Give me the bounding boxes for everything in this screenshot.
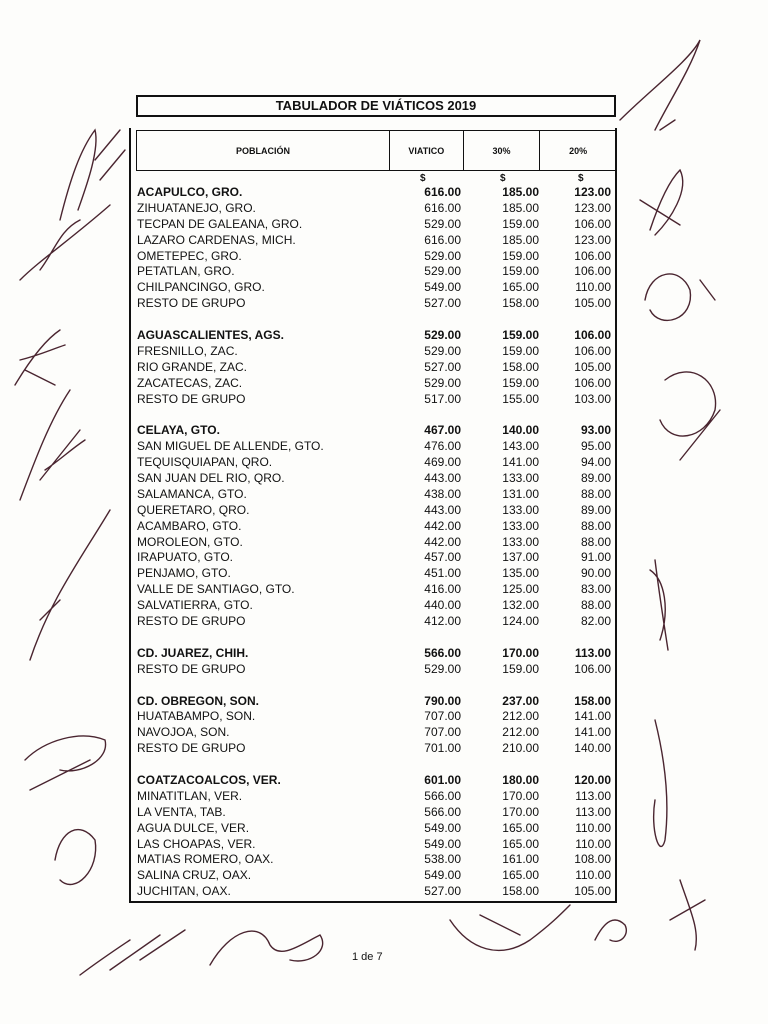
thirty-percent-value: 170.00: [502, 788, 539, 803]
thirty-percent-value: 133.00: [502, 518, 539, 533]
table-row: [133, 392, 613, 408]
thirty-percent-value: 137.00: [502, 550, 539, 565]
viatico-value: 616.00: [424, 185, 461, 199]
thirty-percent-value: 161.00: [502, 852, 539, 867]
twenty-percent-value: 95.00: [580, 439, 611, 454]
thirty-percent-value: 125.00: [502, 582, 539, 597]
table-row: [133, 789, 613, 805]
viatico-value: 529.00: [424, 264, 461, 279]
twenty-percent-value: 113.00: [574, 645, 611, 660]
thirty-percent-value: 159.00: [502, 661, 539, 676]
twenty-percent-value: 89.00: [580, 471, 611, 486]
thirty-percent-value: 133.00: [502, 471, 539, 486]
table-row: [133, 884, 613, 900]
table-row: [133, 296, 613, 312]
table-row: [133, 852, 613, 868]
city-name: SAN MIGUEL DE ALLENDE, GTO.: [137, 439, 324, 454]
city-name: AGUA DULCE, VER.: [137, 820, 250, 835]
table-row: [133, 821, 613, 837]
viatico-value: 469.00: [424, 455, 461, 470]
viatico-value: 529.00: [424, 661, 461, 676]
thirty-percent-value: 212.00: [502, 709, 539, 724]
twenty-percent-value: 89.00: [580, 502, 611, 517]
table-row: [133, 487, 613, 503]
twenty-percent-value: 108.00: [574, 852, 611, 867]
signature-right-7: [670, 880, 705, 950]
thirty-percent-value: 159.00: [502, 264, 539, 279]
viatico-value: 467.00: [424, 423, 461, 438]
table-row: [133, 725, 613, 741]
thirty-percent-value: 170.00: [502, 645, 539, 660]
twenty-percent-value: 120.00: [574, 772, 611, 787]
viatico-value: 790.00: [424, 693, 461, 708]
thirty-percent-value: 165.00: [502, 820, 539, 835]
table-row: [133, 741, 613, 757]
city-name: SALINA CRUZ, OAX.: [137, 868, 252, 883]
city-name: RESTO DE GRUPO: [137, 741, 246, 756]
signature-right-6: [654, 720, 667, 846]
table-row: [133, 455, 613, 471]
viatico-value: 457.00: [424, 550, 461, 565]
viatico-value: 443.00: [424, 471, 461, 486]
thirty-percent-value: 143.00: [502, 439, 539, 454]
twenty-percent-value: 106.00: [574, 248, 611, 263]
thirty-percent-value: 158.00: [502, 296, 539, 311]
city-name: TEQUISQUIAPAN, QRO.: [137, 455, 273, 470]
signature-right-1: [620, 40, 700, 130]
city-name: QUERETARO, QRO.: [137, 502, 250, 517]
twenty-percent-value: 106.00: [574, 375, 611, 390]
thirty-percent-value: 158.00: [502, 884, 539, 899]
thirty-percent-value: 165.00: [502, 836, 539, 851]
table-row: [133, 201, 613, 217]
viatico-value: 538.00: [424, 852, 461, 867]
viatico-value: 549.00: [424, 280, 461, 295]
table-row: [133, 535, 613, 551]
twenty-percent-value: 123.00: [574, 185, 611, 199]
table-row: [133, 566, 613, 582]
viatico-value: 549.00: [424, 820, 461, 835]
city-name: RESTO DE GRUPO: [137, 391, 246, 406]
city-name: OMETEPEC, GRO.: [137, 248, 242, 263]
city-name: ZACATECAS, ZAC.: [137, 375, 243, 390]
table-row: [133, 280, 613, 296]
table-row: [133, 344, 613, 360]
city-name: IRAPUATO, GTO.: [137, 550, 234, 565]
city-name: SALAMANCA, GTO.: [137, 486, 247, 501]
viatico-value: 529.00: [424, 216, 461, 231]
twenty-percent-value: 141.00: [574, 709, 611, 724]
city-name: LA VENTA, TAB.: [137, 804, 226, 819]
city-name: ZIHUATANEJO, GRO.: [137, 200, 256, 215]
viatico-value: 549.00: [424, 868, 461, 883]
twenty-percent-value: 110.00: [575, 868, 611, 883]
city-name: FRESNILLO, ZAC.: [137, 343, 238, 358]
city-name: HUATABAMPO, SON.: [137, 709, 256, 724]
viatico-value: 529.00: [424, 328, 461, 343]
twenty-percent-value: 106.00: [574, 328, 611, 343]
viatico-value: 517.00: [424, 391, 461, 406]
header-30-percent: 30%: [464, 131, 541, 170]
group-header-row: [133, 423, 613, 439]
group-spacer: [133, 630, 613, 646]
header-poblacion: POBLACIÓN: [137, 131, 390, 170]
thirty-percent-value: 180.00: [502, 772, 539, 787]
thirty-percent-value: 212.00: [502, 725, 539, 740]
viatico-value: 701.00: [424, 741, 461, 756]
signature-right-3: [645, 274, 715, 320]
table-row: [133, 868, 613, 884]
city-name: CD. JUAREZ, CHIH.: [137, 645, 249, 660]
twenty-percent-value: 158.00: [574, 693, 611, 708]
thirty-percent-value: 159.00: [502, 375, 539, 390]
thirty-percent-value: 159.00: [502, 343, 539, 358]
twenty-percent-value: 93.00: [580, 423, 611, 438]
group-spacer: [133, 757, 613, 773]
thirty-percent-value: 141.00: [502, 455, 539, 470]
group-header-row: [133, 773, 613, 789]
table-row: [133, 550, 613, 566]
city-name: PETATLAN, GRO.: [137, 264, 235, 279]
thirty-percent-value: 185.00: [502, 200, 539, 215]
table-row: [133, 805, 613, 821]
twenty-percent-value: 123.00: [574, 200, 611, 215]
viatico-value: 707.00: [424, 709, 461, 724]
twenty-percent-value: 106.00: [574, 343, 611, 358]
viatico-value: 451.00: [424, 566, 461, 581]
twenty-percent-value: 106.00: [574, 264, 611, 279]
document-title: TABULADOR DE VIÁTICOS 2019: [136, 95, 616, 117]
city-name: CELAYA, GTO.: [137, 423, 220, 438]
thirty-percent-value: 159.00: [502, 216, 539, 231]
viatico-value: 601.00: [424, 772, 461, 787]
thirty-percent-value: 159.00: [502, 328, 539, 343]
twenty-percent-value: 105.00: [574, 884, 611, 899]
twenty-percent-value: 91.00: [580, 550, 611, 565]
twenty-percent-value: 105.00: [574, 296, 611, 311]
twenty-percent-value: 88.00: [580, 518, 611, 533]
twenty-percent-value: 88.00: [580, 598, 611, 613]
viatico-value: 549.00: [424, 836, 461, 851]
group-header-row: [133, 646, 613, 662]
viatico-value: 443.00: [424, 502, 461, 517]
city-name: RESTO DE GRUPO: [137, 614, 246, 629]
viatico-value: 529.00: [424, 343, 461, 358]
header-viatico: VIATICO: [390, 131, 464, 170]
table-row: [133, 360, 613, 376]
twenty-percent-value: 82.00: [580, 614, 611, 629]
page-number: 1 de 7: [352, 951, 383, 963]
thirty-percent-value: 158.00: [502, 359, 539, 374]
viatico-value: 616.00: [424, 200, 461, 215]
thirty-percent-value: 165.00: [502, 280, 539, 295]
viatico-value: 566.00: [424, 645, 461, 660]
thirty-percent-value: 237.00: [502, 693, 539, 708]
city-name: SAN JUAN DEL RIO, QRO.: [137, 471, 285, 486]
signature-right-4: [660, 372, 720, 460]
thirty-percent-value: 155.00: [502, 391, 539, 406]
group-header-row: [133, 694, 613, 710]
city-name: VALLE DE SANTIAGO, GTO.: [137, 582, 295, 597]
table-row: [133, 519, 613, 535]
city-name: CD. OBREGON, SON.: [137, 693, 260, 708]
signature-bottom-4: [595, 920, 626, 941]
twenty-percent-value: 88.00: [580, 534, 611, 549]
table-header: [136, 130, 617, 171]
table-row: [133, 233, 613, 249]
city-name: MATIAS ROMERO, OAX.: [137, 852, 274, 867]
table-row: [133, 217, 613, 233]
city-name: RIO GRANDE, ZAC.: [137, 359, 248, 374]
table-row: [133, 264, 613, 280]
city-name: MINATITLAN, VER.: [137, 788, 243, 803]
table-row: [133, 709, 613, 725]
table-row: [133, 837, 613, 853]
thirty-percent-value: 132.00: [502, 598, 539, 613]
twenty-percent-value: 110.00: [575, 280, 611, 295]
city-name: JUCHITAN, OAX.: [137, 884, 231, 899]
group-spacer: [133, 312, 613, 328]
twenty-percent-value: 94.00: [580, 455, 611, 470]
viatico-value: 529.00: [424, 248, 461, 263]
viatico-value: 527.00: [424, 359, 461, 374]
city-name: RESTO DE GRUPO: [137, 296, 246, 311]
viatico-value: 442.00: [424, 518, 461, 533]
signature-left-3: [15, 330, 65, 385]
twenty-percent-value: 110.00: [575, 836, 611, 851]
city-name: MOROLEON, GTO.: [137, 534, 243, 549]
table-row: [133, 376, 613, 392]
group-spacer: [133, 678, 613, 694]
table-row: [133, 598, 613, 614]
thirty-percent-value: 133.00: [502, 502, 539, 517]
currency-symbol-20: $: [578, 173, 584, 184]
group-spacer: [133, 407, 613, 423]
signature-left-6: [25, 736, 106, 790]
city-name: TECPAN DE GALEANA, GRO.: [137, 216, 303, 231]
currency-symbol-viatico: $: [420, 173, 426, 184]
twenty-percent-value: 90.00: [580, 566, 611, 581]
city-name: ACAMBARO, GTO.: [137, 518, 242, 533]
city-name: CHILPANCINGO, GRO.: [137, 280, 265, 295]
thirty-percent-value: 159.00: [502, 248, 539, 263]
table-row: [133, 582, 613, 598]
twenty-percent-value: 113.00: [575, 804, 611, 819]
thirty-percent-value: 185.00: [502, 185, 539, 199]
twenty-percent-value: 106.00: [574, 216, 611, 231]
viatico-value: 566.00: [424, 804, 461, 819]
signature-left-5: [30, 510, 110, 660]
thirty-percent-value: 185.00: [502, 232, 539, 247]
city-name: PENJAMO, GTO.: [137, 566, 231, 581]
city-name: LAZARO CARDENAS, MICH.: [137, 232, 296, 247]
viatico-value: 442.00: [424, 534, 461, 549]
table-row: [133, 471, 613, 487]
viatico-value: 616.00: [424, 232, 461, 247]
viatico-value: 438.00: [424, 486, 461, 501]
table-row: [133, 249, 613, 265]
viatico-value: 529.00: [424, 375, 461, 390]
city-name: COATZACOALCOS, VER.: [137, 772, 281, 787]
signature-left-1: [60, 130, 125, 220]
group-header-row: [133, 185, 613, 201]
signature-left-7: [55, 830, 96, 885]
city-name: NAVOJOA, SON.: [137, 725, 230, 740]
twenty-percent-value: 113.00: [575, 788, 611, 803]
table-body: [133, 185, 613, 900]
currency-symbol-30: $: [500, 173, 506, 184]
twenty-percent-value: 140.00: [574, 741, 611, 756]
viatico-value: 476.00: [424, 439, 461, 454]
thirty-percent-value: 140.00: [502, 423, 539, 438]
thirty-percent-value: 124.00: [502, 614, 539, 629]
twenty-percent-value: 110.00: [575, 820, 611, 835]
table-row: [133, 662, 613, 678]
signature-left-4: [20, 390, 85, 500]
header-20-percent: 20%: [569, 145, 588, 156]
viatico-value: 707.00: [424, 725, 461, 740]
viatico-value: 527.00: [424, 884, 461, 899]
thirty-percent-value: 165.00: [502, 868, 539, 883]
signature-bottom-1: [80, 930, 185, 975]
twenty-percent-value: 105.00: [574, 359, 611, 374]
city-name: LAS CHOAPAS, VER.: [137, 836, 256, 851]
viatico-value: 440.00: [424, 598, 461, 613]
city-name: AGUASCALIENTES, AGS.: [137, 328, 284, 343]
group-header-row: [133, 328, 613, 344]
thirty-percent-value: 170.00: [502, 804, 539, 819]
twenty-percent-value: 106.00: [574, 661, 611, 676]
twenty-percent-value: 83.00: [580, 582, 611, 597]
viatico-value: 416.00: [424, 582, 461, 597]
city-name: ACAPULCO, GRO.: [137, 185, 243, 199]
signature-left-2: [20, 205, 110, 280]
signature-bottom-2: [210, 931, 323, 965]
table-row: [133, 439, 613, 455]
twenty-percent-value: 88.00: [580, 486, 611, 501]
thirty-percent-value: 131.00: [502, 486, 539, 501]
viatico-value: 566.00: [424, 788, 461, 803]
twenty-percent-value: 103.00: [574, 391, 611, 406]
table-row: [133, 614, 613, 630]
thirty-percent-value: 135.00: [502, 566, 539, 581]
thirty-percent-value: 210.00: [502, 741, 539, 756]
thirty-percent-value: 133.00: [502, 534, 539, 549]
signature-bottom-3: [450, 905, 570, 950]
signature-right-5: [650, 560, 668, 650]
viatico-value: 412.00: [424, 614, 461, 629]
city-name: RESTO DE GRUPO: [137, 661, 246, 676]
twenty-percent-value: 141.00: [574, 725, 611, 740]
viatico-value: 527.00: [424, 296, 461, 311]
twenty-percent-value: 123.00: [574, 232, 611, 247]
table-row: [133, 503, 613, 519]
signature-right-2: [640, 170, 683, 235]
city-name: SALVATIERRA, GTO.: [137, 598, 253, 613]
